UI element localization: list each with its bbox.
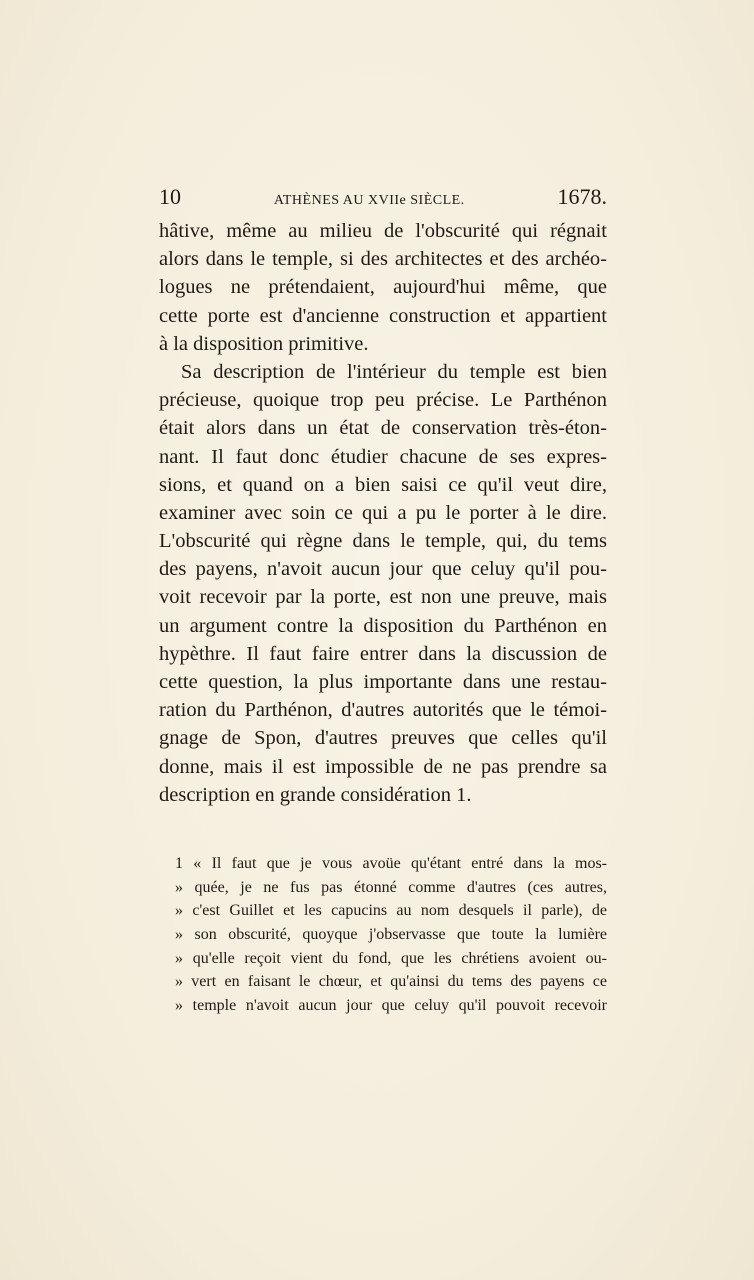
body-line: gnage de Spon, d'autres preuves que celles qu'il — [159, 727, 607, 750]
body-line: examiner avec soin ce qui a pu le porter à le dire. — [159, 501, 607, 524]
footnote-line: » qu'elle reçoit vient du fond, que les chrétiens avoient ou- — [175, 949, 607, 967]
footnote-line: » son obscurité, quoyque j'observasse que toute la lumière — [175, 926, 607, 944]
running-title: ATHÈNES AU XVIIe SIÈCLE. — [273, 193, 465, 208]
body-line: donne, mais il est impossible de ne pas prendre sa — [159, 755, 607, 778]
body-text — [159, 217, 607, 809]
footnote-line: » vert en faisant le chœur, et qu'ainsi du tems des payens ce — [175, 973, 607, 991]
body-line: sions, et quand on a bien saisi ce qu'il veut dire, — [159, 473, 607, 496]
footnote-line: » c'est Guillet et les capucins au nom desquels il parle), de — [175, 902, 607, 920]
body-line: description en grande considération 1. — [159, 783, 472, 806]
body-line: cette porte est d'ancienne construction et appartient — [159, 304, 607, 327]
body-line: ration du Parthénon, d'autres autorités que le témoi- — [159, 699, 607, 722]
footnote-line: » temple n'avoit aucun jour que celuy qu'il pouvoit recevoir — [175, 997, 607, 1015]
running-year: 1678. — [557, 184, 607, 209]
body-line: logues ne prétendaient, aujourd'hui même, que — [159, 276, 607, 299]
body-line: hypèthre. Il faut faire entrer dans la discussion de — [159, 642, 607, 665]
footnote-line: » quée, je ne fus pas étonné comme d'autres (ces autres, — [175, 878, 607, 896]
body-line: cette question, la plus importante dans une restau- — [159, 671, 607, 693]
body-line: précieuse, quoique trop peu précise. Le Parthénon — [159, 389, 607, 412]
body-line: Sa description de l'intérieur du temple est bien — [181, 360, 607, 383]
footnote — [159, 852, 607, 1018]
running-header — [159, 184, 607, 214]
body-line: nant. Il faut donc étudier chacune de ses expres- — [159, 445, 607, 468]
page-number: 10 — [159, 184, 181, 209]
body-line: des payens, n'avoit aucun jour que celuy qu'il pou- — [159, 558, 607, 581]
body-line: à la disposition primitive. — [159, 332, 369, 355]
body-line: était alors dans un état de conservation très-éton- — [159, 417, 607, 440]
body-line: un argument contre la disposition du Parthénon en — [159, 614, 607, 637]
body-line: L'obscurité qui règne dans le temple, qui, du tems — [159, 530, 607, 553]
body-line: alors dans le temple, si des architectes et des archéo- — [159, 248, 607, 271]
body-line: voit recevoir par la porte, est non une preuve, mais — [159, 586, 607, 609]
footnote-line: 1 « Il faut que je vous avoüe qu'étant entré dans la mos- — [175, 855, 607, 872]
body-line: hâtive, même au milieu de l'obscurité qui régnait — [159, 220, 607, 242]
